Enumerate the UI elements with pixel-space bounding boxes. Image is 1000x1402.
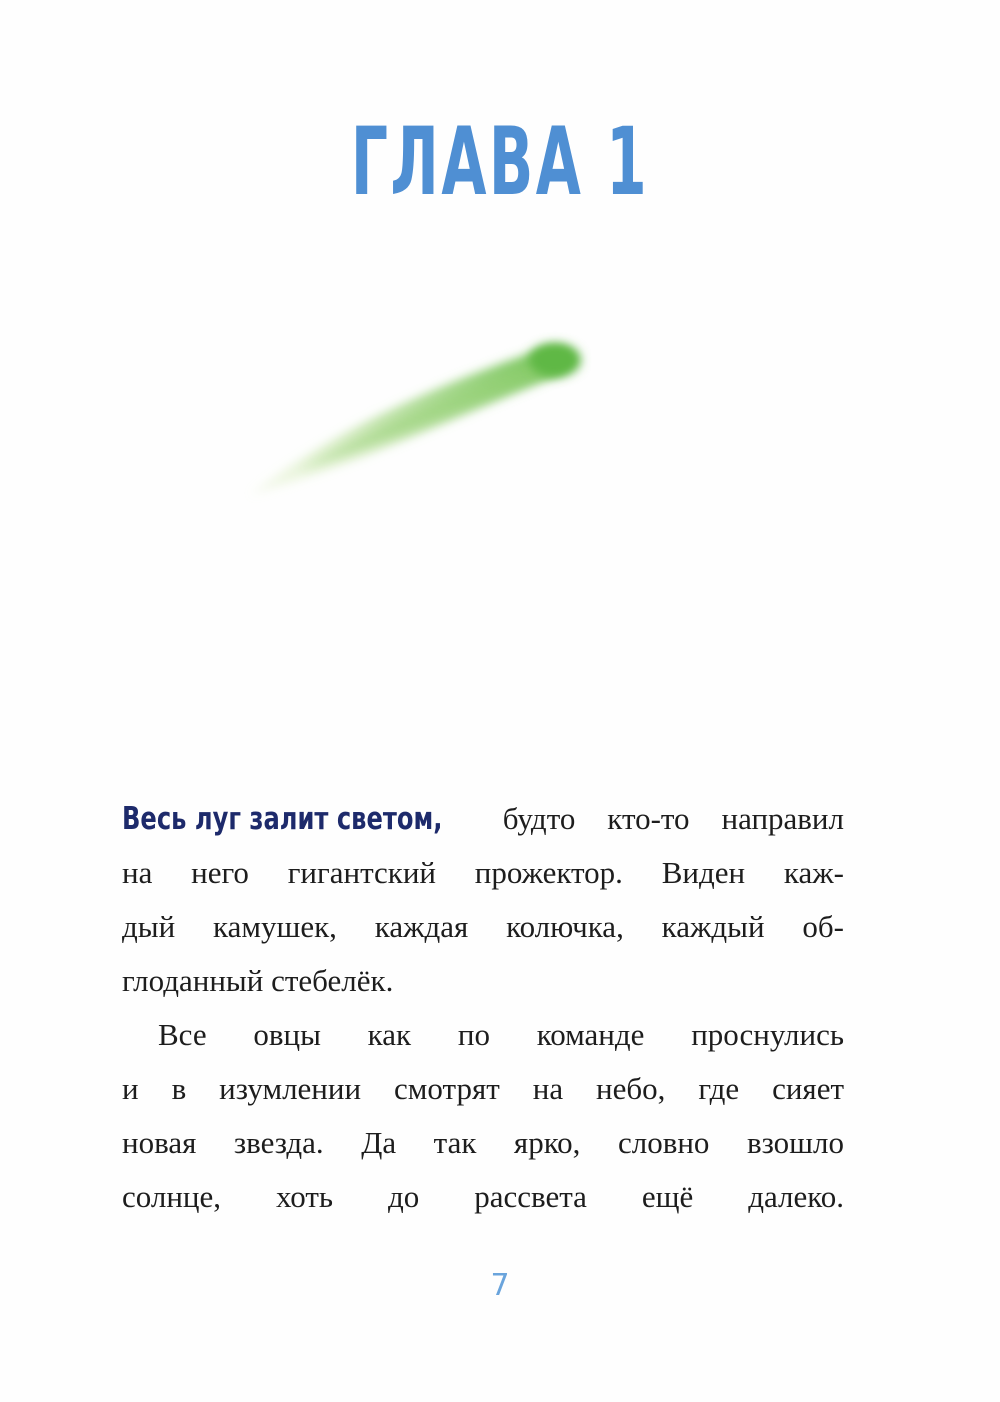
text-line: дый камушек, каждая колючка, каждый об- xyxy=(122,909,844,944)
comet-illustration-icon xyxy=(240,320,600,510)
text-line: на него гигантский прожектор. Виден каж- xyxy=(122,855,844,890)
text-line: Весь луг залит светом, будто кто-то направил xyxy=(122,792,844,846)
chapter-text xyxy=(122,792,844,1224)
text-line: Все овцы как по команде проснулись xyxy=(158,1017,844,1052)
text-line: и в изумлении смотрят на небо, где сияет xyxy=(122,1071,844,1106)
chapter-title: ГЛАВА 1 xyxy=(350,108,650,217)
text-line: новая звезда. Да так ярко, словно взошло xyxy=(122,1125,844,1160)
lead-in-phrase: Весь луг залит светом, xyxy=(122,801,443,837)
text-line: глоданный стебелёк. xyxy=(122,963,394,998)
page-number: 7 xyxy=(490,1268,510,1303)
text-line: солнце, хоть до рассвета ещё далеко. xyxy=(122,1179,844,1214)
